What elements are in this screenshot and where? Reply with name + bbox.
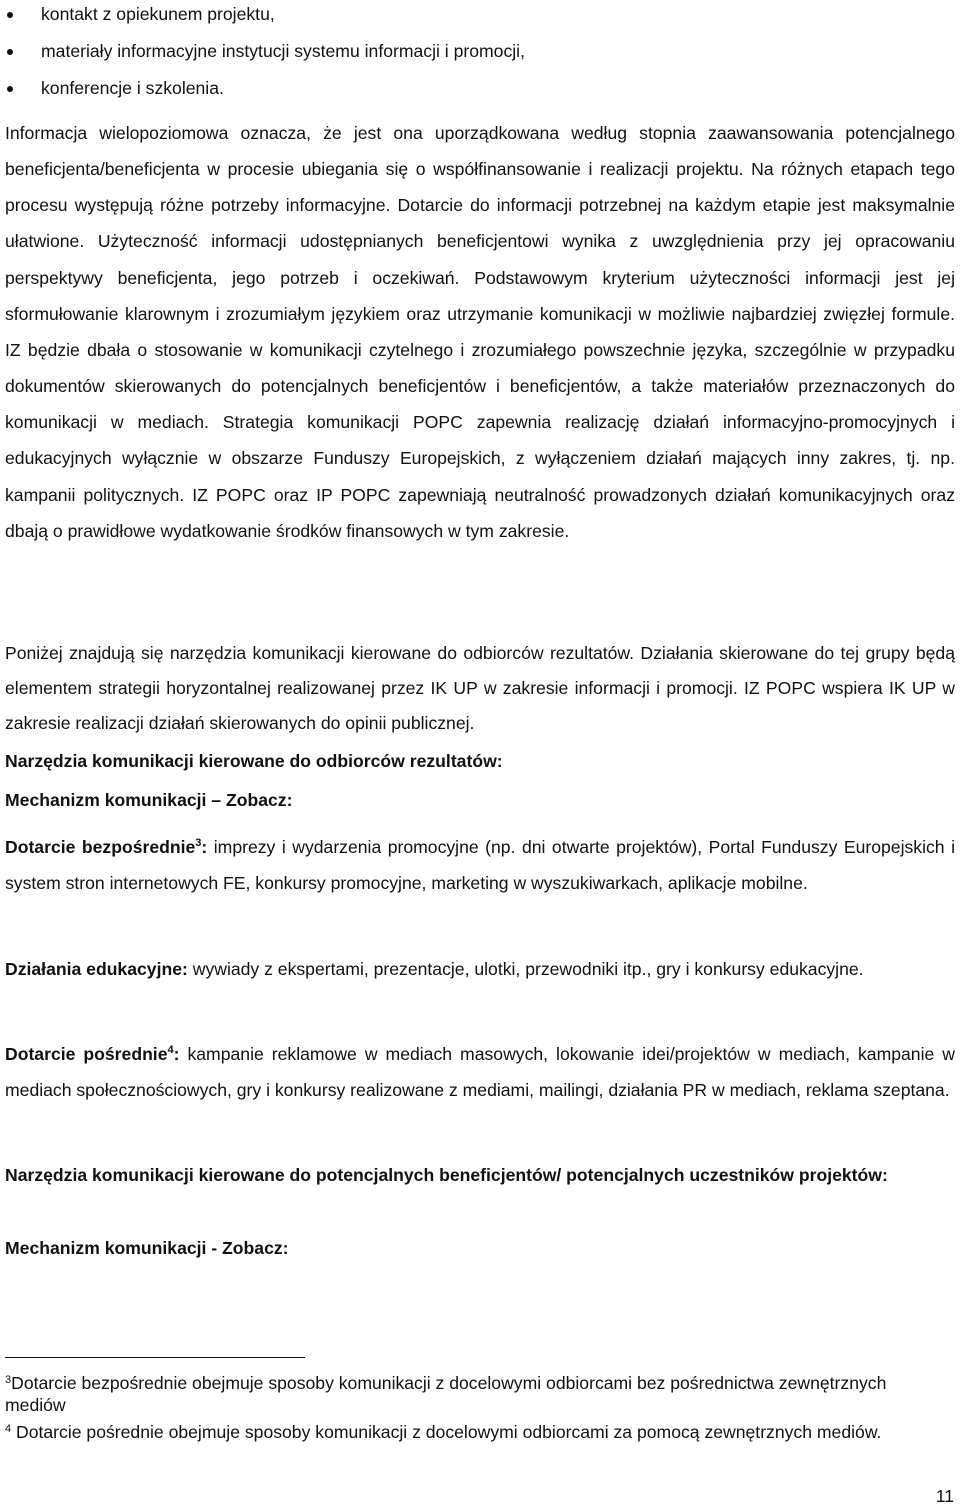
footnote-number: 3: [5, 1374, 12, 1386]
list-item-text: materiały informacyjne instytucji systemu informacji i promocji,: [41, 41, 525, 61]
paragraph-multilevel-information: Informacja wielopoziomowa oznacza, że jest ona uporządkowana według stopnia zaawansowania potencjalnego beneficjenta/beneficjenta w procesie ubiegania się o współfinansowanie i realizacji projektu. Na różnych etapach tego procesu występują różne potrzeby informacyjne. Dotarcie do informacji potrzebnej na każdym etapie jest maksymalnie ułatwione. Użyteczność informacji udostępnianych beneficjentowi wynika z uwzględnienia przy jej opracowaniu perspektywy beneficjenta, jego potrzeb i oczekiwań. Podstawowym kryterium użyteczności informacji jest jej sformułowanie klarownym i zrozumiałym językiem oraz utrzymanie komunikacji w możliwie najbardziej zwięzłej formule. IZ będzie dbała o stosowanie w komunikacji czytelnego i zrozumiałego powszechnie języka, szczególnie w przypadku dokumentów skierowanych do potencjalnych beneficjentów i beneficjentów, a także materiałów przeznaczonych do komunikacji w mediach. Strategia komunikacji POPC zapewnia realizację działań informacyjno-promocyjnych i edukacyjnych wyłącznie w obszarze Funduszy Europejskich, z wyłączeniem działań mających inny zakres, tj. np. kampanii politycznych. IZ POPC oraz IP POPC zapewniają neutralność prowadzonych działań komunikacyjnych oraz dbają o prawidłowe wydatkowanie środków finansowych w tym zakresie.: [5, 123, 955, 541]
paragraph-indirect-reach: [5, 1036, 955, 1108]
list-item: [0, 70, 960, 107]
footnote-text: Dotarcie bezpośrednie obejmuje sposoby komunikacji z docelowymi odbiorcami bez pośrednictwa zewnętrznych mediów: [5, 1373, 887, 1415]
page-number: 11: [935, 1486, 954, 1506]
indirect-reach-text: kampanie reklamowe w mediach masowych, lokowanie idei/projektów w mediach, kampanie w mediach społecznościowych, gry i konkursy realizowane z mediami, mailingi, działania PR w mediach, reklama szeptana.: [5, 1044, 955, 1100]
heading-potential-beneficiaries: Narzędzia komunikacji kierowane do potencjalnych beneficjentów/ potencjalnych uczestników projektów:: [5, 1165, 888, 1185]
direct-reach-text: imprezy i wydarzenia promocyjne (np. dni otwarte projektów), Portal Funduszy Europejskich i system stron internetowych FE, konkursy promocyjne, marketing w wyszukiwarkach, aplikacje mobilne.: [5, 837, 955, 893]
term-colon: :: [173, 1044, 180, 1064]
bullet-icon: [7, 49, 13, 55]
paragraph-direct-reach: [5, 829, 955, 901]
term-indirect-reach: Dotarcie pośrednie: [5, 1044, 168, 1064]
list-item: [0, 33, 960, 70]
footnote-ref-4: 4: [167, 1044, 174, 1056]
list-item-text: konferencje i szkolenia.: [41, 78, 224, 98]
bullet-icon: [7, 86, 13, 92]
educational-activities-text: wywiady z ekspertami, prezentacje, ulotki, przewodniki itp., gry i konkursy edukacyjne.: [187, 959, 864, 979]
footnote-separator: [5, 1357, 305, 1358]
term-direct-reach: Dotarcie bezpośrednie: [5, 837, 196, 857]
term-colon: :: [201, 837, 208, 857]
footnote-text: Dotarcie pośrednie obejmuje sposoby komunikacji z docelowymi odbiorcami za pomocą zewnętrznych mediów.: [11, 1422, 882, 1442]
footnote-3: [5, 1372, 945, 1416]
heading-communication-mechanism-2: Mechanizm komunikacji - Zobacz:: [5, 1238, 289, 1258]
heading-communication-mechanism: Mechanizm komunikacji – Zobacz:: [5, 790, 293, 810]
paragraph-communication-tools: Poniżej znajdują się narzędzia komunikacji kierowane do odbiorców rezultatów. Działania skierowane do tej grupy będą elementem strategii horyzontalnej realizowanej przez IK UP w zakresie informacji i promocji. IZ POPC wspiera IK UP w zakresie realizacji działań skierowanych do opinii publicznej.: [5, 643, 955, 733]
paragraph-educational-activities: [5, 951, 955, 987]
list-item: [0, 0, 960, 33]
footnote-number: 4: [5, 1423, 12, 1435]
footnote-ref-3: 3: [195, 837, 202, 849]
footnote-4: [5, 1421, 945, 1443]
list-item-text: kontakt z opiekunem projektu,: [41, 4, 275, 24]
bullet-list: [0, 0, 960, 107]
term-educational-activities: Działania edukacyjne:: [5, 959, 188, 979]
heading-results-recipients: Narzędzia komunikacji kierowane do odbiorców rezultatów:: [5, 751, 503, 771]
bullet-icon: [7, 12, 13, 18]
